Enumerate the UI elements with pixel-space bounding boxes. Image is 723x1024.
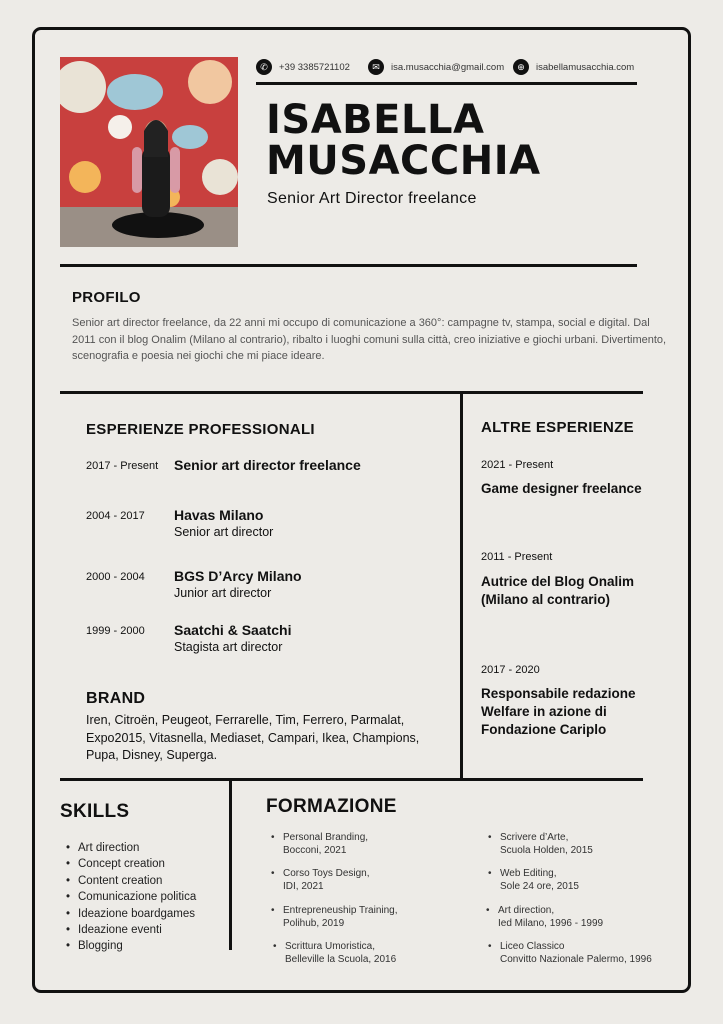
education-course: Personal Branding, [283,832,369,843]
first-name: ISABELLA [266,97,485,143]
experience-column-divider [460,393,463,780]
experience-top-divider [60,391,643,394]
profile-photo [60,57,238,247]
list-item: • Concept creation [66,856,196,872]
education-course: Corso Toys Design, [283,868,370,879]
list-item: • Ideazione boardgames [66,906,196,922]
experience-role: Havas Milano [174,507,264,523]
other-experience-heading: ALTRE ESPERIENZE [481,419,634,436]
education-item: • Web Editing, Sole 24 ore, 2015 [488,868,579,892]
phone-icon: ✆ [256,59,272,75]
contact-website [513,58,634,76]
experience-years: 2004 - 2017 [86,510,145,522]
experience-role: Saatchi & Saatchi [174,622,292,638]
education-school: Belleville la Scuola, 2016 [285,953,397,965]
contact-email-text: isa.musacchia@gmail.com [391,61,505,73]
education-course: Art direction, [498,905,555,916]
education-item: • Liceo Classico Convitto Nazionale Palermo, 1996 [488,941,652,965]
other-experience-years: 2011 - Present [481,551,553,563]
experience-heading: ESPERIENZE PROFESSIONALI [86,421,315,438]
education-course: Liceo Classico [500,941,565,952]
contact-website-text: isabellamusacchia.com [536,61,635,73]
header-divider [256,82,637,85]
other-experience-title: Game designer freelance [481,481,642,496]
list-item: • Comunicazione politica [66,889,196,905]
last-name: MUSACCHIA [266,138,541,184]
contact-email [368,58,504,76]
education-school: Bocconi, 2021 [283,844,347,856]
contact-phone-text: +39 3385721102 [279,61,350,73]
education-item: • Corso Toys Design, IDI, 2021 [271,868,370,892]
globe-icon: ⊕ [513,59,529,75]
list-item: • Content creation [66,873,196,889]
skills-list [66,840,196,955]
education-course: Scrittura Umoristica, [285,941,376,952]
education-item: • Scrivere d’Arte, Scuola Holden, 2015 [488,832,593,856]
experience-years: 1999 - 2000 [86,625,145,637]
education-item: • Personal Branding, Bocconi, 2021 [271,832,369,856]
education-school: Ied Milano, 1996 - 1999 [498,917,604,929]
job-title: Senior Art Director freelance [267,190,477,207]
education-item: • Entrepreneuship Training, Polihub, 2019 [271,905,398,929]
education-course: Entrepreneuship Training, [283,905,398,916]
email-icon: ✉ [368,59,384,75]
education-school: IDI, 2021 [283,880,324,892]
list-item: • Art direction [66,840,196,856]
education-course: Scrivere d’Arte, [500,832,569,843]
experience-position: Senior art director [174,525,274,539]
skills-column-divider [229,780,232,950]
education-item: • Art direction, Ied Milano, 1996 - 1999 [486,905,604,929]
page-title [266,97,541,184]
other-experience-title: Autrice del Blog Onalim (Milano al contrario) [481,574,635,607]
education-course: Web Editing, [500,868,557,879]
experience-role: BGS D’Arcy Milano [174,568,302,584]
experience-role: Senior art director freelance [174,457,361,473]
other-experience-years: 2021 - Present [481,459,554,471]
education-heading: FORMAZIONE [266,796,397,817]
profile-top-divider [60,264,637,267]
education-school: Scuola Holden, 2015 [500,844,593,856]
education-school: Polihub, 2019 [283,917,345,929]
brand-list: Iren, Citroën, Peugeot, Ferrarelle, Tim, Ferrero, Parmalat, Expo2015, Vitasnella, Mediaset, Campari, Ikea, Champions, Pupa, Disney, Superga. [86,713,420,762]
experience-position: Stagista art director [174,640,283,654]
education-school: Sole 24 ore, 2015 [500,880,579,892]
skills-heading: SKILLS [60,801,130,822]
profile-heading: PROFILO [72,289,141,306]
skills-top-divider [60,778,643,781]
other-experience-years: 2017 - 2020 [481,664,540,676]
experience-years: 2000 - 2004 [86,571,145,583]
contact-phone [256,58,350,76]
list-item: • Blogging [66,938,196,954]
profile-text: Senior art director freelance, da 22 anni mi occupo di comunicazione a 360°: campagne tv, stampa, social e digital. Dal 2011 con il blog Onalim (Milano al contrario), ribalto i luoghi comuni sulla città, creo iniziative e giochi urbani. Divertimento, scenografia e poesia nei giochi che mi piace ideare. [72,317,667,362]
brand-heading: BRAND [86,690,146,707]
education-item: • Scrittura Umoristica, Belleville la Scuola, 2016 [273,941,397,965]
other-experience-title: Responsabile redazione Welfare in azione di Fondazione Cariplo [481,686,636,737]
education-school: Convitto Nazionale Palermo, 1996 [500,953,652,965]
experience-position: Junior art director [174,586,272,600]
experience-years: 2017 - Present [86,460,159,472]
list-item: • Ideazione eventi [66,922,196,938]
